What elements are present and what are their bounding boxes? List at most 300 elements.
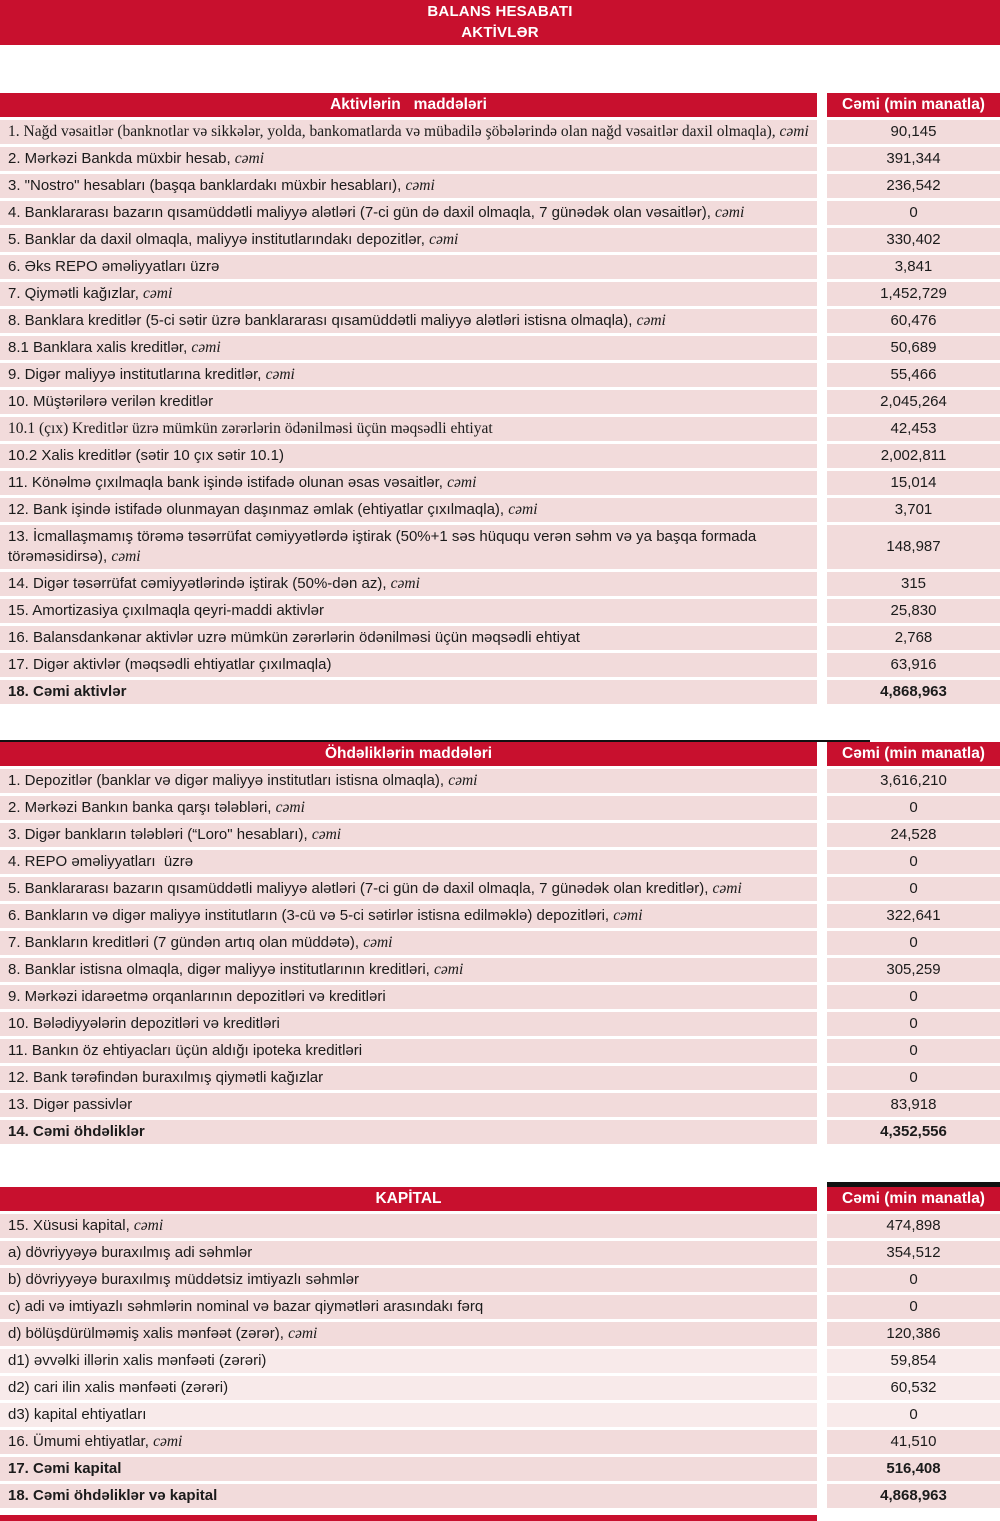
row-label-cell — [0, 120, 817, 144]
row-label: c) adi və imtiyazlı səhmlərin nominal və bazar qiymətləri arasındakı fərq — [8, 1298, 484, 1315]
column-gap — [817, 742, 827, 766]
table-row — [0, 147, 1000, 171]
table-row — [0, 796, 1000, 820]
row-value-cell — [827, 850, 1000, 874]
row-value: 315 — [900, 575, 927, 592]
row-value-cell — [827, 363, 1000, 387]
row-value-cell — [827, 1214, 1000, 1238]
row-label-cell — [0, 1039, 817, 1063]
column-gap — [817, 471, 827, 495]
row-value: 0 — [909, 880, 918, 897]
row-value-cell — [827, 309, 1000, 333]
row-label-suffix: cəmi — [508, 501, 538, 518]
row-label-wrap — [8, 365, 295, 385]
column-gap — [817, 653, 827, 677]
assets-table-header — [0, 93, 1000, 117]
row-label-wrap — [8, 852, 193, 872]
row-label-wrap — [8, 1270, 359, 1290]
row-label-wrap — [8, 1243, 252, 1263]
row-value: 50,689 — [890, 339, 937, 356]
report-title: BALANS HESABATI — [427, 3, 573, 20]
row-value-cell — [827, 1268, 1000, 1292]
row-label-wrap — [8, 960, 463, 980]
table-row — [0, 471, 1000, 495]
row-label-cell — [0, 1241, 817, 1265]
row-label-wrap — [8, 149, 264, 169]
row-label-suffix: cəmi — [447, 474, 477, 491]
row-value-cell — [827, 1457, 1000, 1481]
row-value-cell — [827, 1295, 1000, 1319]
row-label-wrap — [8, 392, 213, 412]
row-label-cell — [0, 796, 817, 820]
table-row — [0, 1120, 1000, 1144]
column-gap — [817, 1187, 827, 1211]
row-value: 83,918 — [890, 1096, 937, 1113]
row-value: 0 — [909, 988, 918, 1005]
row-label-suffix: cəmi — [133, 1217, 164, 1234]
column-gap — [817, 1268, 827, 1292]
table-row — [0, 1012, 1000, 1036]
row-label-cell — [0, 147, 817, 171]
table-row — [0, 1322, 1000, 1346]
row-label: 8. Banklara kreditlər (5-ci sətir üzrə banklararası qısamüddətli maliyyə alətləri istisna olmaqla), — [8, 312, 637, 329]
row-label: d) bölüşdürülməmiş xalis mənfəət (zərər), — [8, 1325, 289, 1342]
report-subtitle: AKTİVLƏR — [461, 24, 539, 41]
row-label-wrap — [8, 1324, 317, 1344]
row-label-cell — [0, 228, 817, 252]
table-row — [0, 390, 1000, 414]
row-label: 17. Cəmi kapital — [8, 1460, 122, 1477]
row-label: 18. Cəmi aktivlər — [8, 683, 127, 700]
row-label-wrap — [8, 798, 305, 818]
column-gap — [817, 904, 827, 928]
row-label-wrap — [8, 601, 324, 621]
table-row — [0, 904, 1000, 928]
value-header-cell: Cəmi (min manatla) — [827, 742, 1000, 766]
table-row — [0, 1457, 1000, 1481]
column-gap — [817, 958, 827, 982]
row-value-cell — [827, 255, 1000, 279]
row-value-cell — [827, 769, 1000, 793]
row-label: 12. Bank tərəfindən buraxılmış qiymətli kağızlar — [8, 1069, 324, 1086]
column-gap — [817, 796, 827, 820]
row-value-cell — [827, 417, 1000, 441]
column-gap — [817, 769, 827, 793]
row-value-cell — [827, 626, 1000, 650]
row-label: 7. Bankların kreditləri (7 gündən artıq olan müddətə), — [8, 934, 364, 951]
row-value-cell — [827, 823, 1000, 847]
row-value: 0 — [909, 204, 918, 221]
capital-table-header — [0, 1187, 1000, 1211]
table-row — [0, 1214, 1000, 1238]
row-label-wrap — [8, 906, 643, 926]
row-label-cell — [0, 417, 817, 441]
row-label-wrap — [8, 419, 493, 439]
row-label-wrap — [8, 1432, 182, 1452]
row-label-cell — [0, 255, 817, 279]
row-label: d1) əvvəlki illərin xalis mənfəəti (zərəri) — [8, 1352, 267, 1369]
row-value: 41,510 — [890, 1433, 937, 1450]
row-label: 12. Bank işində istifadə olunmayan daşınmaz əmlak (ehtiyatlar çıxılmaqla), — [8, 501, 509, 518]
table-row — [0, 599, 1000, 623]
row-label-suffix: cəmi — [191, 339, 221, 356]
column-gap — [817, 390, 827, 414]
column-gap — [817, 850, 827, 874]
row-label: 9. Mərkəzi idarəetmə orqanlarının depozitləri və kreditləri — [8, 988, 386, 1005]
row-label-cell — [0, 525, 817, 569]
items-header-cell: KAPİTAL — [0, 1187, 817, 1211]
row-label-cell — [0, 958, 817, 982]
row-label: 11. Könəlmə çıxılmaqla bank işində istifadə olunan əsas vəsaitlər, — [8, 474, 448, 491]
row-value: 322,641 — [886, 907, 941, 924]
value-header-cell: Cəmi (min manatla) — [827, 1187, 1000, 1211]
column-gap — [817, 174, 827, 198]
row-label-wrap — [8, 574, 420, 594]
row-value: 63,916 — [890, 656, 937, 673]
row-label-wrap — [8, 879, 742, 899]
column-gap — [817, 363, 827, 387]
row-label-wrap — [8, 176, 435, 196]
table-row — [0, 958, 1000, 982]
row-label-cell — [0, 1268, 817, 1292]
row-label-wrap — [8, 203, 744, 223]
row-label: 9. Digər maliyyə institutlarına kreditlər, — [8, 366, 266, 383]
row-value: 0 — [909, 1042, 918, 1059]
row-value: 3,841 — [894, 258, 933, 275]
capital-table — [0, 1182, 1000, 1508]
row-label-cell — [0, 823, 817, 847]
row-value-cell — [827, 120, 1000, 144]
row-value-cell — [827, 1403, 1000, 1427]
row-value-cell — [827, 1349, 1000, 1373]
column-gap — [817, 1403, 827, 1427]
row-label-cell — [0, 931, 817, 955]
row-label-suffix: cəmi — [275, 799, 305, 816]
row-label-suffix: cəmi — [779, 123, 809, 140]
row-value-cell — [827, 796, 1000, 820]
table-row — [0, 201, 1000, 225]
table-row — [0, 1295, 1000, 1319]
row-label-wrap — [8, 1297, 483, 1317]
row-value-cell — [827, 1093, 1000, 1117]
row-value: 55,466 — [890, 366, 937, 383]
row-label-cell — [0, 1376, 817, 1400]
table-row — [0, 680, 1000, 704]
row-label-wrap — [8, 987, 386, 1007]
row-label-wrap — [8, 682, 126, 702]
row-label-suffix: cəmi — [715, 204, 745, 221]
table-row — [0, 120, 1000, 144]
row-label-cell — [0, 985, 817, 1009]
row-label-cell — [0, 363, 817, 387]
column-gap — [817, 1012, 827, 1036]
row-label-cell — [0, 336, 817, 360]
table-row — [0, 336, 1000, 360]
row-label-wrap — [8, 1041, 362, 1061]
row-value-cell — [827, 174, 1000, 198]
row-value-cell — [827, 498, 1000, 522]
column-gap — [817, 680, 827, 704]
row-label-cell — [0, 1214, 817, 1238]
table-row — [0, 877, 1000, 901]
table-row — [0, 985, 1000, 1009]
column-gap — [817, 572, 827, 596]
row-value: 4,868,963 — [880, 683, 947, 700]
row-label-wrap — [8, 1486, 217, 1506]
table-row — [0, 525, 1000, 569]
row-label: 10.1 (çıx) Kreditlər üzrə mümkün zərərlərin ödənilməsi üçün məqsədli ehtiyat — [8, 420, 493, 437]
row-value: 0 — [909, 1069, 918, 1086]
row-label: 3. Digər bankların tələbləri (“Loro" hesabları), — [8, 826, 312, 843]
table-row — [0, 850, 1000, 874]
column-gap — [817, 626, 827, 650]
row-value: 60,476 — [890, 312, 937, 329]
row-label: d2) cari ilin xalis mənfəəti (zərəri) — [8, 1379, 229, 1396]
row-label: 14. Cəmi öhdəliklər — [8, 1123, 145, 1140]
column-gap — [817, 1039, 827, 1063]
row-label-suffix: cəmi — [311, 826, 342, 843]
row-label-wrap — [8, 1378, 228, 1398]
row-label-cell — [0, 653, 817, 677]
column-gap — [817, 1093, 827, 1117]
row-label-cell — [0, 572, 817, 596]
row-value-cell — [827, 1039, 1000, 1063]
row-value-cell — [827, 599, 1000, 623]
row-value-cell — [827, 931, 1000, 955]
row-label-cell — [0, 444, 817, 468]
row-label-wrap — [8, 1014, 280, 1034]
row-value-cell — [827, 390, 1000, 414]
row-label-wrap — [8, 1068, 323, 1088]
row-label: 5. Banklar da daxil olmaqla, maliyyə institutlarındakı depozitlər, — [8, 231, 430, 248]
row-label-suffix: cəmi — [434, 961, 464, 978]
column-gap — [817, 1120, 827, 1144]
row-value: 1,452,729 — [880, 285, 947, 302]
row-label-wrap — [8, 1095, 132, 1115]
row-label: 10. Müştərilərə verilən kreditlər — [8, 393, 214, 410]
row-label-wrap — [8, 1216, 163, 1236]
row-label-cell — [0, 1120, 817, 1144]
row-value: 3,701 — [894, 501, 933, 518]
row-label: 8.1 Banklara xalis kreditlər, — [8, 339, 192, 356]
row-label-cell — [0, 1066, 817, 1090]
row-label-cell — [0, 626, 817, 650]
table-row — [0, 1039, 1000, 1063]
table-row — [0, 174, 1000, 198]
row-value: 4,868,963 — [880, 1487, 947, 1504]
row-value-cell — [827, 471, 1000, 495]
row-label-suffix: cəmi — [429, 231, 459, 248]
row-label: 2. Mərkəzi Bankın banka qarşı tələbləri, — [8, 799, 276, 816]
row-label-cell — [0, 309, 817, 333]
row-label: 6. Əks REPO əməliyyatları üzrə — [8, 258, 220, 275]
row-value-cell — [827, 201, 1000, 225]
row-value-cell — [827, 525, 1000, 569]
row-value: 3,616,210 — [880, 772, 947, 789]
column-gap — [817, 255, 827, 279]
row-label-wrap — [8, 446, 284, 466]
row-value: 90,145 — [890, 123, 937, 140]
row-value: 59,854 — [890, 1352, 937, 1369]
row-label-suffix: cəmi — [363, 934, 393, 951]
row-value-cell — [827, 958, 1000, 982]
table-row — [0, 282, 1000, 306]
column-gap — [817, 1457, 827, 1481]
row-value: 2,002,811 — [880, 447, 947, 464]
row-value: 15,014 — [890, 474, 937, 491]
column-gap — [817, 228, 827, 252]
row-label: 8. Banklar istisna olmaqla, digər maliyyə institutlarının kreditləri, — [8, 961, 435, 978]
row-label-wrap — [8, 771, 477, 791]
row-label: 10. Bələdiyyələrin depozitləri və kreditləri — [8, 1015, 280, 1032]
column-gap — [817, 1376, 827, 1400]
row-value: 25,830 — [890, 602, 937, 619]
liabilities-table-header — [0, 742, 1000, 766]
row-label-cell — [0, 282, 817, 306]
row-label-wrap — [8, 473, 476, 493]
row-value: 148,987 — [886, 538, 941, 555]
row-label: 18. Cəmi öhdəliklər və kapital — [8, 1487, 218, 1504]
row-label-cell — [0, 1403, 817, 1427]
items-header-cell: Öhdəliklərin maddələri — [0, 742, 817, 766]
table-row — [0, 1349, 1000, 1373]
row-label: a) dövriyyəyə buraxılmış adi səhmlər — [8, 1244, 253, 1261]
row-label: 7. Qiymətli kağızlar, — [8, 285, 144, 302]
row-value: 0 — [909, 1015, 918, 1032]
table-row — [0, 1430, 1000, 1454]
row-value-cell — [827, 1241, 1000, 1265]
row-label-cell — [0, 1430, 817, 1454]
table-row — [0, 363, 1000, 387]
row-value: 354,512 — [886, 1244, 941, 1261]
row-value: 0 — [909, 1298, 918, 1315]
row-label-cell — [0, 599, 817, 623]
row-value-cell — [827, 1120, 1000, 1144]
row-label-suffix: cəmi — [153, 1433, 183, 1450]
row-value-cell — [827, 680, 1000, 704]
row-label-cell — [0, 1484, 817, 1508]
column-gap — [817, 823, 827, 847]
row-value: 0 — [909, 1271, 918, 1288]
row-label: 6. Bankların və digər maliyyə institutların (3-cü və 5-ci sətirlər istisna edilməklə) depozitləri, — [8, 907, 614, 924]
column-gap — [817, 1295, 827, 1319]
row-value: 391,344 — [886, 150, 941, 167]
table-row — [0, 626, 1000, 650]
row-label: 11. Bankın öz ehtiyacları üçün aldığı ipoteka kreditləri — [8, 1042, 363, 1059]
row-value: 2,045,264 — [880, 393, 947, 410]
row-value: 120,386 — [886, 1325, 941, 1342]
liabilities-table — [0, 740, 1000, 1144]
row-label: 1. Nağd vəsaitlər (banknotlar və sikkələr, yolda, bankomatlarda və mübadilə şöbələrində olan nağd vəsaitlər daxil olmaqla), — [8, 123, 780, 140]
table-row — [0, 1093, 1000, 1117]
row-label-wrap — [8, 1405, 146, 1425]
row-label-cell — [0, 680, 817, 704]
table-row — [0, 1066, 1000, 1090]
column-gap — [817, 599, 827, 623]
row-label-suffix: cəmi — [288, 1325, 318, 1342]
row-label-cell — [0, 904, 817, 928]
column-gap — [817, 336, 827, 360]
row-label-suffix: cəmi — [390, 575, 420, 592]
row-value: 305,259 — [886, 961, 941, 978]
row-label-cell — [0, 498, 817, 522]
row-value-cell — [827, 985, 1000, 1009]
column-gap — [817, 985, 827, 1009]
row-value-cell — [827, 336, 1000, 360]
row-label-suffix: cəmi — [265, 366, 295, 383]
table-row — [0, 1376, 1000, 1400]
row-value: 2,768 — [894, 629, 933, 646]
row-label: b) dövriyyəyə buraxılmış müddətsiz imtiyazlı səhmlər — [8, 1271, 359, 1288]
table-row — [0, 1484, 1000, 1508]
row-value-cell — [827, 1066, 1000, 1090]
column-gap — [817, 147, 827, 171]
row-value: 0 — [909, 1406, 918, 1423]
row-label: 13. İcmallaşmamış törəmə təsərrüfat cəmiyyətlərdə iştirak (50%+1 səs hüququ verən səhm və ya başqa formada törəməsidirsə), — [8, 528, 761, 565]
table-row — [0, 1403, 1000, 1427]
row-label-wrap — [8, 338, 221, 358]
row-label: 10.2 Xalis kreditlər (sətir 10 çıx sətir 10.1) — [8, 447, 284, 464]
row-label: 13. Digər passivlər — [8, 1096, 133, 1113]
row-label-wrap — [8, 500, 538, 520]
table-row — [0, 653, 1000, 677]
column-gap — [817, 444, 827, 468]
row-value: 60,532 — [890, 1379, 937, 1396]
row-label-wrap — [8, 311, 666, 331]
row-label-suffix: cəmi — [448, 772, 478, 789]
row-label-wrap — [8, 655, 331, 675]
column-gap — [817, 93, 827, 117]
row-label-wrap — [8, 628, 580, 648]
row-label: 4. REPO əməliyyatları üzrə — [8, 853, 194, 870]
column-gap — [817, 931, 827, 955]
row-label-wrap — [8, 933, 392, 953]
row-label: 1. Depozitlər (banklar və digər maliyyə institutları istisna olmaqla), — [8, 772, 449, 789]
row-label-cell — [0, 850, 817, 874]
table-row — [0, 1241, 1000, 1265]
row-value-cell — [827, 1012, 1000, 1036]
row-label-wrap — [8, 230, 458, 250]
row-value-cell — [827, 444, 1000, 468]
row-label-cell — [0, 1093, 817, 1117]
row-value-cell — [827, 1376, 1000, 1400]
row-value: 0 — [909, 934, 918, 951]
row-label-cell — [0, 769, 817, 793]
row-label-wrap — [8, 1122, 145, 1142]
row-value-cell — [827, 653, 1000, 677]
row-value-cell — [827, 877, 1000, 901]
column-gap — [817, 309, 827, 333]
table-row — [0, 417, 1000, 441]
column-gap — [817, 877, 827, 901]
row-value-cell — [827, 1430, 1000, 1454]
row-label: 16. Balansdankənar aktivlər uzrə mümkün zərərlərin ödənilməsi üçün məqsədli ehtiyat — [8, 629, 580, 646]
row-label: 14. Digər təsərrüfat cəmiyyətlərində iştirak (50%-dən az), — [8, 575, 391, 592]
row-label-wrap — [8, 825, 341, 845]
row-label-cell — [0, 1012, 817, 1036]
row-label: 2. Mərkəzi Bankda müxbir hesab, — [8, 150, 235, 167]
row-value: 0 — [909, 853, 918, 870]
column-gap — [817, 498, 827, 522]
value-header-cell: Cəmi (min manatla) — [827, 93, 1000, 117]
row-label-cell — [0, 1457, 817, 1481]
column-gap — [817, 1484, 827, 1508]
table-row — [0, 931, 1000, 955]
column-gap — [817, 1241, 827, 1265]
row-label-wrap — [8, 257, 219, 277]
row-label-wrap — [8, 527, 809, 567]
items-header-cell: Aktivlərin maddələri — [0, 93, 817, 117]
